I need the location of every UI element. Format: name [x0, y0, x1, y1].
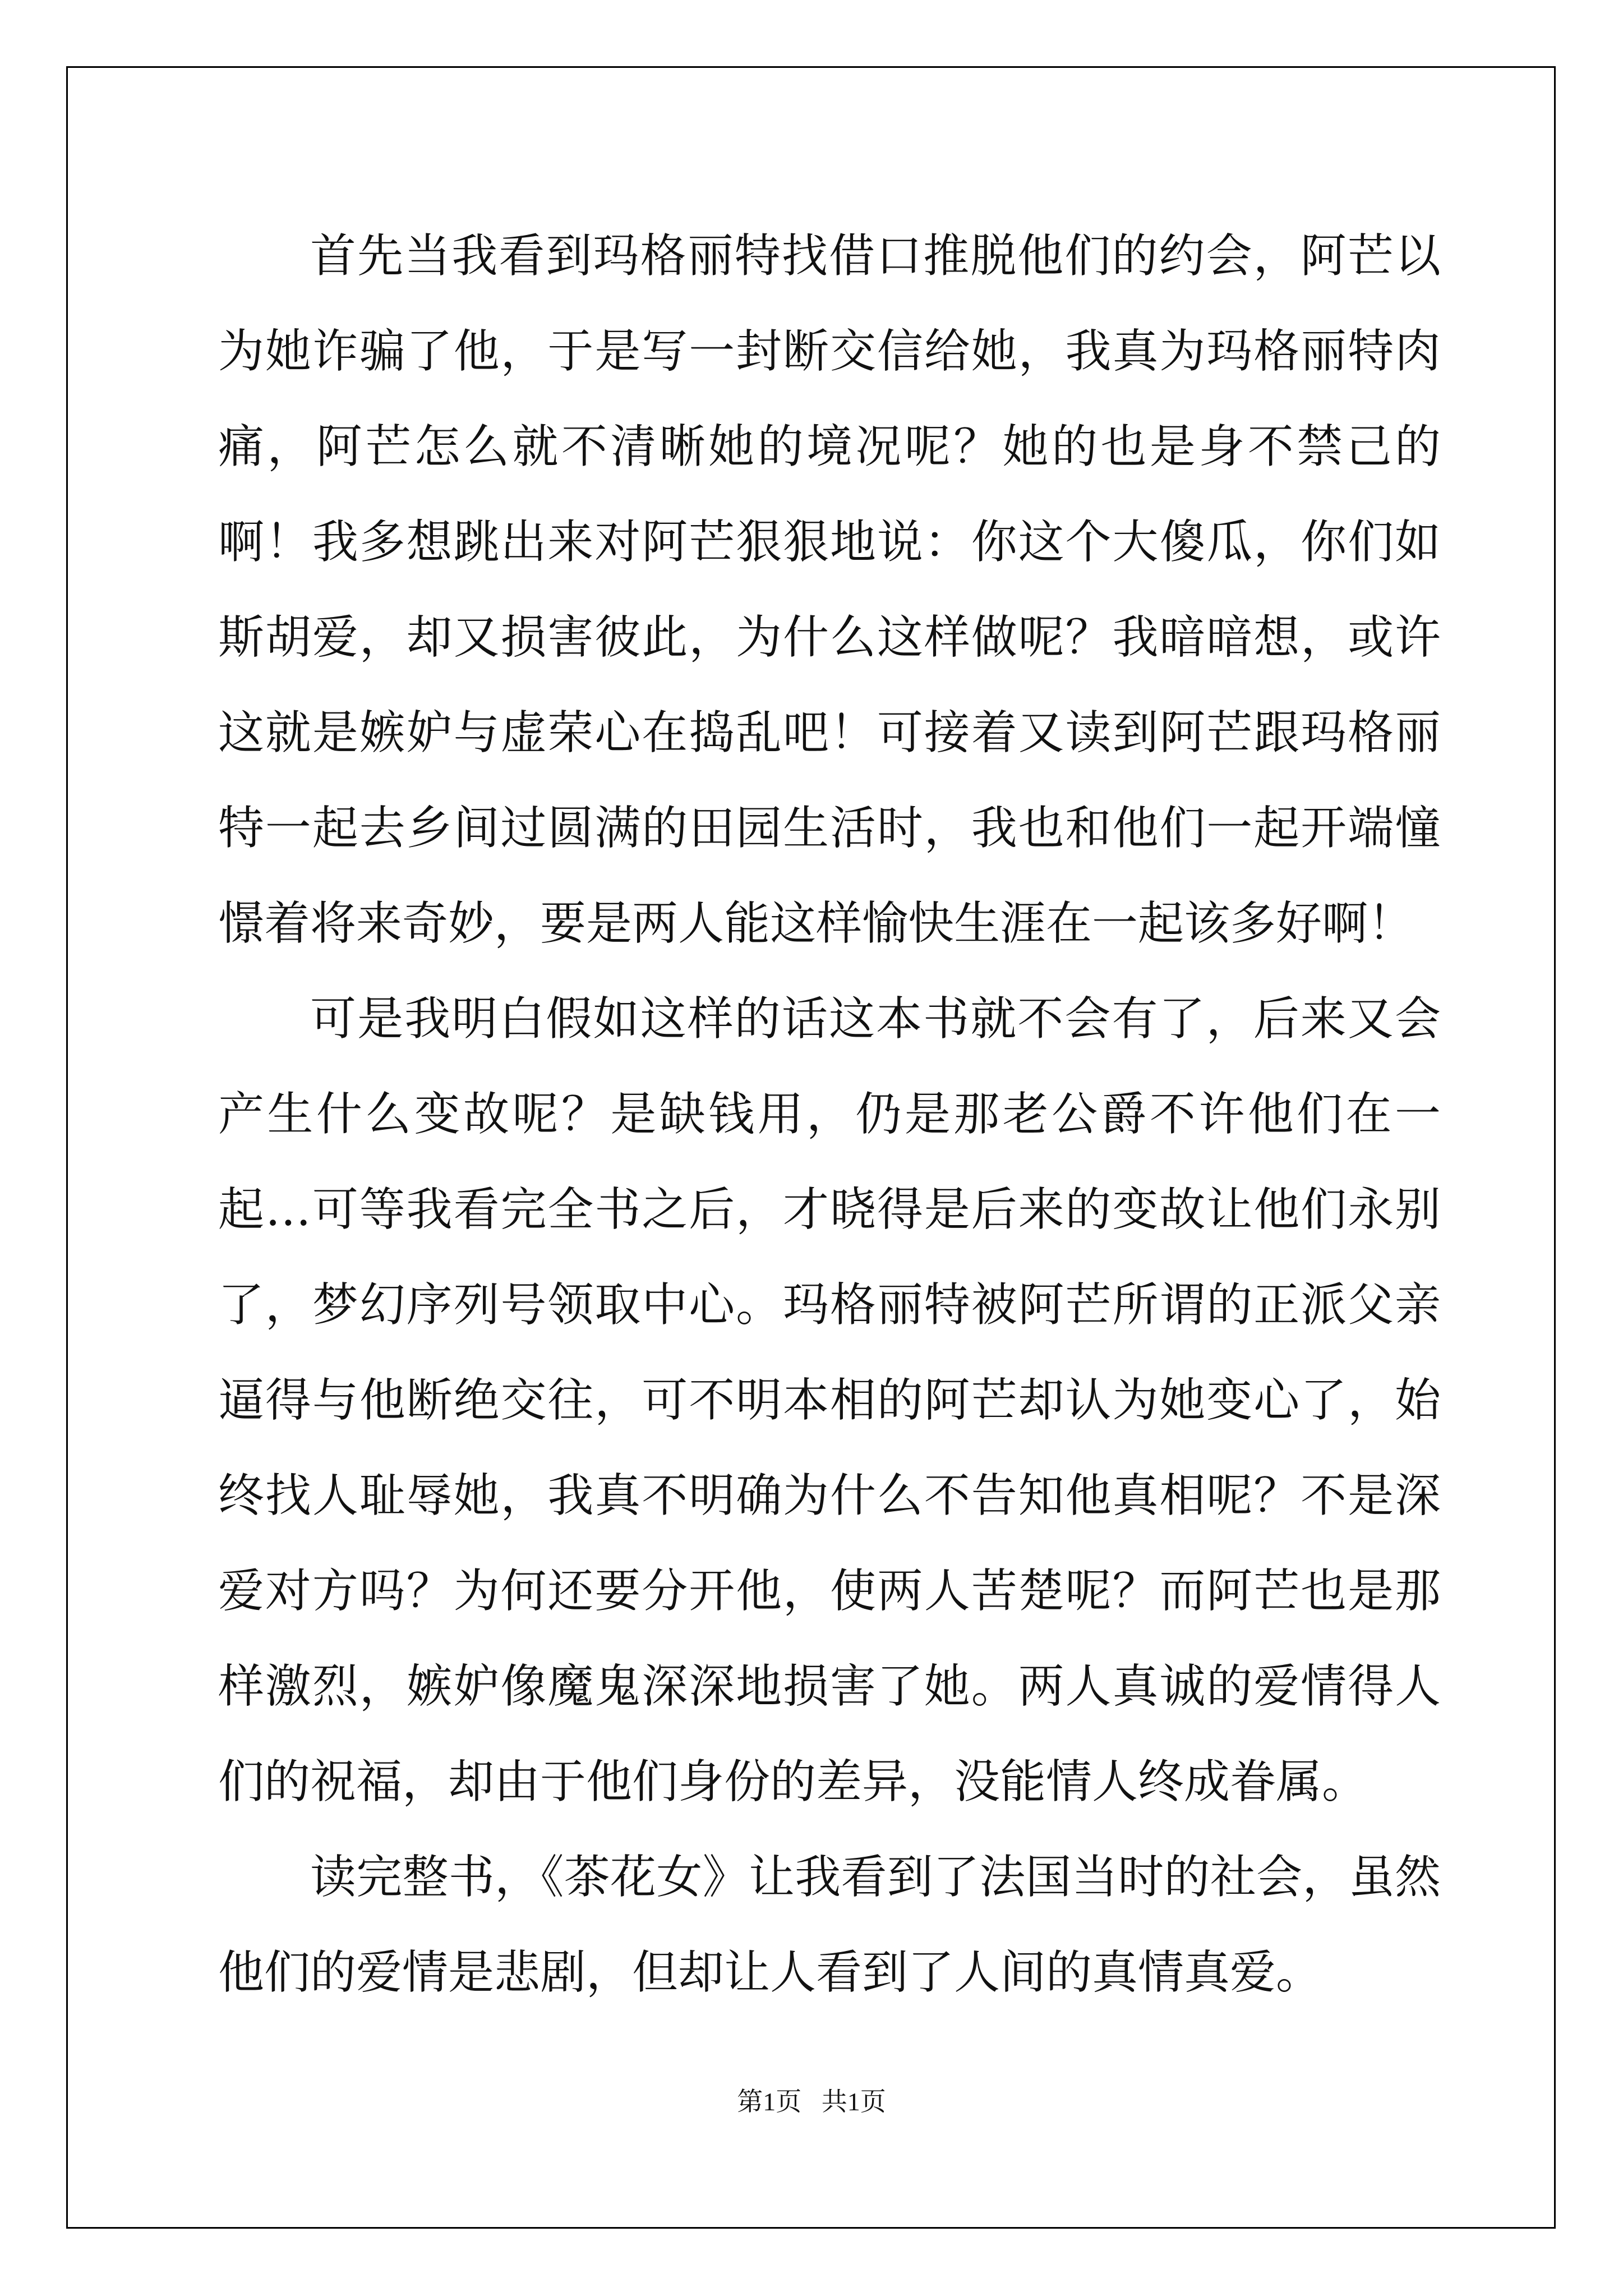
paragraph-2: 可是我明白假如这样的话这本书就不会有了，后来又会产生什么变故呢？是缺钱用，仍是那老公爵不许他们在一起…可等我看完全书之后，才晓得是后来的变故让他们永别了，梦幻序列号领取中心。玛格丽特被阿芒所谓的正派父亲逼得与他断绝交往，可不明本相的阿芒却认为她变心了，始终找人耻辱她，我真不明确为什么不告知他真相呢？不是深爱对方吗？为何还要分开他，使两人苦楚呢？而阿芒也是那样激烈，嫉妒像魔鬼深深地损害了她。两人真诚的爱情得人们的祝福，却由于他们身份的差异，没能情人终成眷属。: [218, 992, 1441, 1809]
paragraph-1: 首先当我看到玛格丽特找借口推脱他们的约会，阿芒以为她诈骗了他，于是写一封断交信给她，我真为玛格丽特肉痛，阿芒怎么就不清晰她的境况呢？她的也是身不禁己的啊！我多想跳出来对阿芒狠狠地说：你这个大傻瓜，你们如斯胡爱，却又损害彼此，为什么这样做呢？我暗暗想，或许这就是嫉妒与虚荣心在捣乱吧！可接着又读到阿芒跟玛格丽特一起去乡间过圆满的田园生活时，我也和他们一起开端憧憬着将来奇妙，要是两人能这样愉快生涯在一起该多好啊！: [218, 229, 1441, 950]
page-footer: [0, 2081, 1623, 2118]
paragraph-3: 读完整书，《茶花女》让我看到了法国当时的社会，虽然他们的爱情是悲剧，但却让人看到了人间的真情真爱。: [218, 1851, 1441, 1999]
document-body: [218, 209, 1441, 2021]
page-total: 共1页: [821, 2087, 886, 2116]
page-number: 第1页: [737, 2087, 802, 2116]
